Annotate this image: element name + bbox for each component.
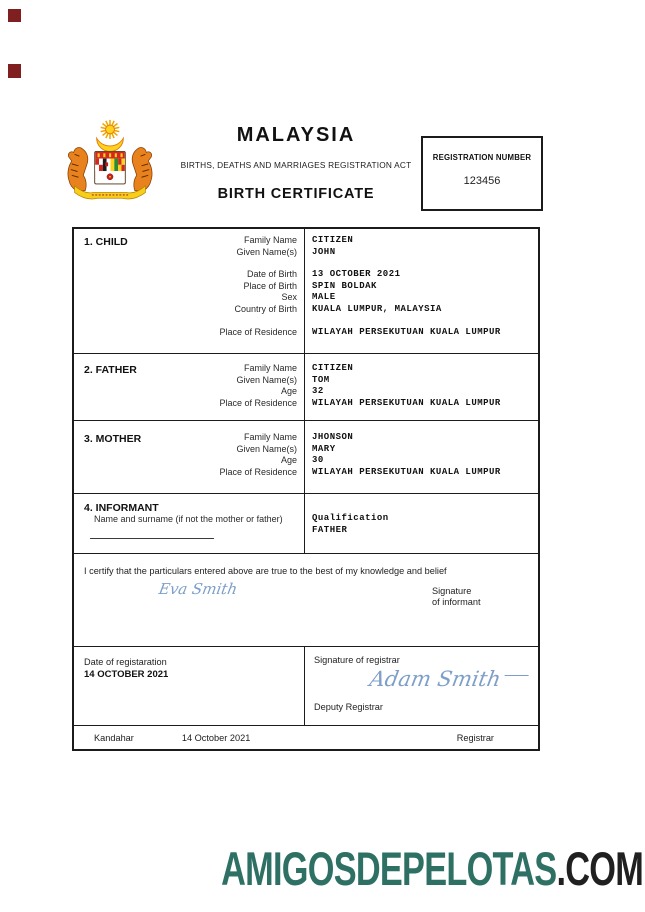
field-row — [74, 375, 538, 387]
artifact-mark — [8, 9, 21, 22]
malaysia-coat-of-arms-icon — [62, 118, 158, 204]
section-registrar — [74, 647, 538, 726]
informant-qualification — [312, 513, 389, 536]
certificate-table — [72, 227, 540, 751]
column-divider — [304, 421, 305, 493]
registration-date-label: Date of registaration — [84, 657, 167, 667]
section-child — [74, 229, 538, 354]
field-value: WILAYAH PERSEKUTUAN KUALA LUMPUR — [312, 327, 501, 337]
registration-number-value: 123456 — [463, 175, 501, 187]
deputy-registrar-label: Deputy Registrar — [314, 702, 383, 712]
field-label: Place of Residence — [219, 397, 297, 408]
field-label: Country of Birth — [234, 303, 297, 314]
act-line: BIRTHS, DEATHS AND MARRIAGES REGISTRATION ACT — [180, 160, 412, 170]
watermark-site-name: AMIGOSDEPELOTAS — [220, 842, 557, 895]
field-label: Date of Birth — [246, 269, 297, 279]
signature-label-line2: of informant — [432, 597, 481, 607]
field-label: Family Name — [243, 235, 297, 245]
field-value: JOHN — [312, 246, 336, 257]
field-row — [74, 304, 538, 316]
registration-number-label: REGISTRATION NUMBER — [432, 153, 532, 162]
field-label: Family Name — [243, 363, 297, 373]
field-row — [74, 467, 538, 479]
field-row — [74, 281, 538, 293]
informant-name-label: Name and surname (if not the mother or father) — [94, 514, 283, 524]
watermark — [221, 841, 643, 896]
field-label: Family Name — [243, 432, 297, 442]
qualification-label: Qualification — [312, 513, 389, 523]
signature-of-registrar-label: Signature of registrar — [314, 655, 400, 665]
field-label: Given Name(s) — [236, 246, 297, 257]
signature-label-line1: Signature — [432, 586, 472, 596]
column-divider — [304, 647, 305, 725]
field-value: MARY — [312, 443, 336, 454]
artifact-mark — [8, 64, 21, 78]
header — [160, 124, 432, 202]
field-value: CITIZEN — [312, 235, 354, 245]
footer-registrar-label: Registrar — [456, 732, 494, 743]
qualification-value: FATHER — [312, 524, 348, 535]
field-row — [74, 327, 538, 339]
registrar-signature: Adam Smith — [368, 667, 530, 691]
field-value: 32 — [312, 386, 324, 396]
section-informant-title: 4. INFORMANT — [84, 502, 159, 514]
document-title: BIRTH CERTIFICATE — [217, 186, 375, 202]
field-label: Age — [280, 386, 297, 396]
field-label: Sex — [281, 292, 297, 302]
field-label: Place of Residence — [219, 466, 297, 477]
field-row — [74, 363, 538, 375]
field-value: JHONSON — [312, 432, 354, 442]
field-value: WILAYAH PERSEKUTUAN KUALA LUMPUR — [312, 397, 501, 408]
country-title: MALAYSIA — [236, 124, 356, 146]
watermark-tld: .COM — [556, 842, 643, 895]
field-value: WILAYAH PERSEKUTUAN KUALA LUMPUR — [312, 466, 501, 477]
field-row — [74, 444, 538, 456]
field-value: 13 OCTOBER 2021 — [312, 269, 401, 279]
field-row — [74, 398, 538, 410]
column-divider — [304, 494, 305, 553]
field-label: Place of Residence — [219, 327, 297, 337]
section-informant — [74, 494, 538, 554]
field-row — [74, 386, 538, 398]
informant-name-blank-line — [90, 538, 214, 539]
field-row — [74, 247, 538, 259]
section-footer-row — [74, 726, 538, 749]
field-value: TOM — [312, 374, 330, 385]
field-label: Given Name(s) — [236, 374, 297, 385]
footer-date: 14 October 2021 — [181, 732, 251, 743]
field-value: CITIZEN — [312, 363, 354, 373]
section-child-title: 1. CHILD — [84, 236, 128, 248]
field-label: Age — [280, 455, 297, 465]
section-father — [74, 354, 538, 421]
section-mother — [74, 421, 538, 494]
registration-date-value: 14 OCTOBER 2021 — [84, 669, 169, 680]
informant-signature: Eva Smith — [157, 580, 239, 598]
signature-of-informant-label — [432, 586, 481, 608]
column-divider — [304, 354, 305, 420]
field-value: 30 — [312, 455, 324, 465]
certification-statement: I certify that the particulars entered above are true to the best of my knowledge and belief — [84, 566, 447, 576]
section-mother-title: 3. MOTHER — [84, 433, 142, 445]
field-row — [74, 455, 538, 467]
field-value: MALE — [312, 292, 336, 302]
field-row — [74, 235, 538, 247]
column-divider — [304, 229, 305, 353]
section-certification — [74, 554, 538, 647]
field-label: Given Name(s) — [236, 443, 297, 454]
footer-place: Kandahar — [94, 732, 134, 743]
field-label: Place of Birth — [243, 280, 297, 291]
field-row — [74, 432, 538, 444]
registration-date-cell — [84, 657, 168, 680]
field-value: SPIN BOLDAK — [312, 280, 377, 291]
registration-number-box — [421, 136, 543, 211]
field-value: KUALA LUMPUR, MALAYSIA — [312, 303, 442, 314]
field-row — [74, 292, 538, 304]
section-father-title: 2. FATHER — [84, 364, 137, 376]
field-row — [74, 269, 538, 281]
